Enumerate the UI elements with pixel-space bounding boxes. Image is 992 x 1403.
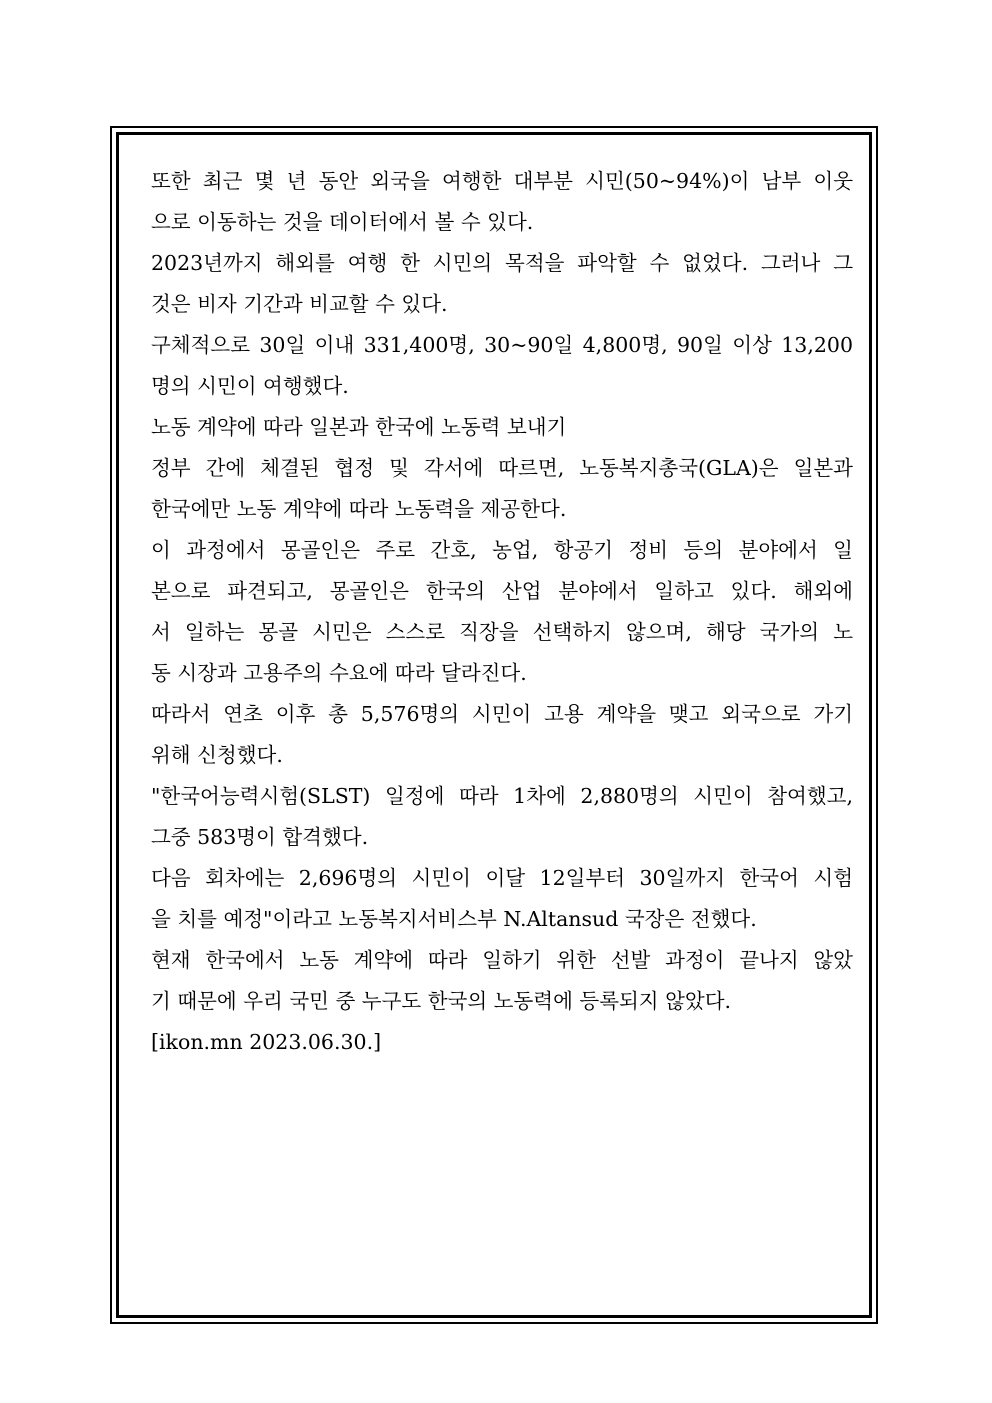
page-border-inner — [116, 132, 872, 1318]
text-line: 그중 583명이 합격했다. — [151, 825, 369, 849]
article-body — [151, 161, 853, 1063]
text-line: 서 일하는 몽골 시민은 스스로 직장을 선택하지 않으며, 해당 국가의 노 — [151, 620, 853, 644]
text-line: 2023년까지 해외를 여행 한 시민의 목적을 파악할 수 없었다. 그러나 그 — [151, 251, 853, 275]
text-line: 따라서 연초 이후 총 5,576명의 시민이 고용 계약을 맺고 외국으로 가기 — [151, 702, 853, 726]
page-border-outer — [110, 126, 878, 1324]
text-line: 정부 간에 체결된 협정 및 각서에 따르면, 노동복지총국(GLA)은 일본과 — [151, 456, 853, 480]
text-line: 한국에만 노동 계약에 따라 노동력을 제공한다. — [151, 497, 567, 521]
text-line: 또한 최근 몇 년 동안 외국을 여행한 대부분 시민(50~94%)이 남부 이웃 — [151, 169, 853, 193]
text-line: 을 치를 예정"이라고 노동복지서비스부 N.Altansud 국장은 전했다. — [151, 907, 757, 931]
text-line: 노동 계약에 따라 일본과 한국에 노동력 보내기 — [151, 415, 567, 439]
text-line: 기 때문에 우리 국민 중 누구도 한국의 노동력에 등록되지 않았다. — [151, 989, 732, 1013]
text-line: 동 시장과 고용주의 수요에 따라 달라진다. — [151, 661, 527, 685]
text-line: "한국어능력시험(SLST) 일정에 따라 1차에 2,880명의 시민이 참여했고, — [151, 784, 853, 808]
text-line: 으로 이동하는 것을 데이터에서 볼 수 있다. — [151, 210, 534, 234]
text-line: 이 과정에서 몽골인은 주로 간호, 농업, 항공기 정비 등의 분야에서 일 — [151, 538, 853, 562]
text-line: 것은 비자 기간과 비교할 수 있다. — [151, 292, 448, 316]
text-line: 다음 회차에는 2,696명의 시민이 이달 12일부터 30일까지 한국어 시험 — [151, 866, 853, 890]
text-line: 위해 신청했다. — [151, 743, 283, 767]
text-line: [ikon.mn 2023.06.30.] — [151, 1030, 382, 1054]
text-line: 구체적으로 30일 이내 331,400명, 30~90일 4,800명, 90일 이상 13,200 — [151, 333, 853, 357]
text-line: 본으로 파견되고, 몽골인은 한국의 산업 분야에서 일하고 있다. 해외에 — [151, 579, 853, 603]
text-line: 현재 한국에서 노동 계약에 따라 일하기 위한 선발 과정이 끝나지 않았 — [151, 948, 853, 972]
text-line: 명의 시민이 여행했다. — [151, 374, 349, 398]
